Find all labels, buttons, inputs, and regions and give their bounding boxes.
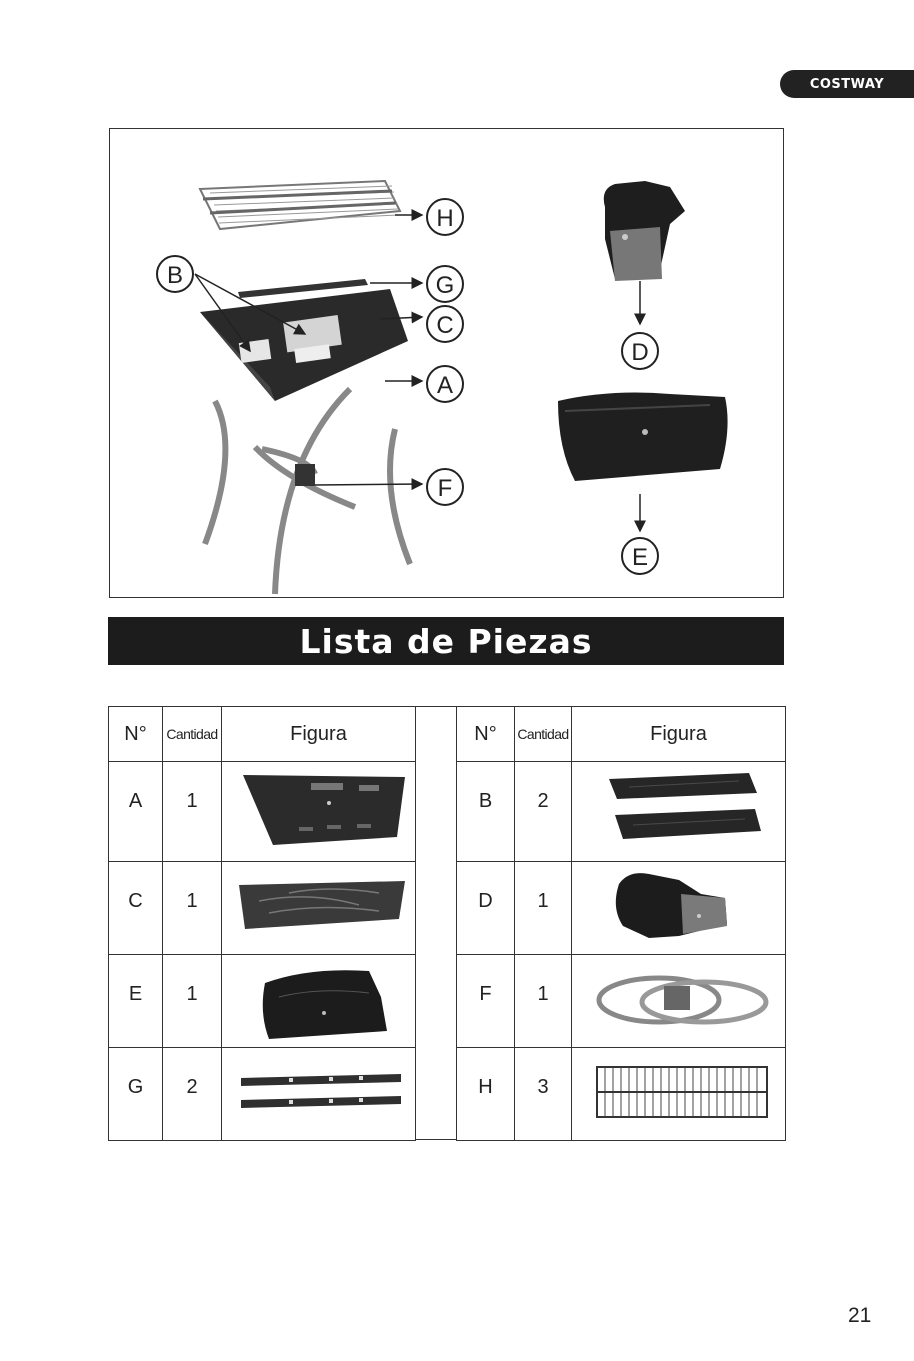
- storage-bag-illustration: [558, 393, 728, 481]
- part-figure: [222, 1048, 416, 1141]
- part-figure: [222, 955, 416, 1048]
- part-id: D: [457, 862, 515, 955]
- charcoal-tray-icon: [229, 871, 409, 941]
- grill-grate-illustration: [200, 181, 400, 229]
- header-figure: Figura: [572, 707, 786, 762]
- part-id: H: [457, 1048, 515, 1141]
- table-row: [109, 955, 416, 1048]
- gloves-icon: [589, 864, 769, 948]
- diagram-illustration: [110, 129, 785, 599]
- table-row: [109, 862, 416, 955]
- parts-table-left: [108, 706, 416, 1141]
- gloves-illustration: [604, 181, 685, 281]
- table-row: [109, 1048, 416, 1141]
- parts-table-right: [456, 706, 786, 1141]
- callout-g: G: [435, 272, 455, 299]
- section-title: Lista de Piezas: [299, 621, 593, 661]
- exploded-parts-diagram: [109, 128, 784, 598]
- header-number: N°: [457, 707, 515, 762]
- part-quantity: 1: [163, 862, 222, 955]
- brand-logo: [780, 70, 914, 98]
- part-quantity: 3: [515, 1048, 572, 1141]
- stand-illustration: [205, 389, 410, 594]
- table-row: [457, 762, 786, 862]
- brand-name: COSTWAY: [809, 76, 885, 92]
- part-id: G: [109, 1048, 163, 1141]
- callout-b: B: [166, 262, 184, 289]
- table-row: [457, 862, 786, 955]
- part-id: C: [109, 862, 163, 955]
- callout-f: F: [437, 475, 453, 502]
- part-quantity: 2: [515, 762, 572, 862]
- table-row: [457, 955, 786, 1048]
- part-id: F: [457, 955, 515, 1048]
- part-id: E: [109, 955, 163, 1048]
- grill-grate-icon: [579, 1057, 779, 1127]
- part-figure: [572, 1048, 786, 1141]
- folding-stand-icon: [584, 964, 774, 1034]
- callout-e: E: [631, 544, 649, 571]
- part-figure: [572, 862, 786, 955]
- table-header-row: [109, 707, 416, 762]
- part-quantity: 1: [515, 955, 572, 1048]
- fire-bowl-panel-icon: [229, 767, 409, 851]
- support-bar-icon: [229, 1062, 409, 1122]
- header-figure: Figura: [222, 707, 416, 762]
- callout-d: D: [631, 339, 649, 366]
- table-gap: [415, 706, 456, 1140]
- callout-h: H: [436, 205, 454, 232]
- storage-bag-icon: [229, 957, 409, 1041]
- part-figure: [572, 762, 786, 862]
- part-quantity: 1: [163, 955, 222, 1048]
- part-id: B: [457, 762, 515, 862]
- header-quantity: Cantidad: [515, 707, 572, 762]
- side-panel-icon: [589, 767, 769, 851]
- part-figure: [572, 955, 786, 1048]
- table-header-row: [457, 707, 786, 762]
- stand-hub-illustration: [295, 464, 315, 486]
- part-quantity: 1: [163, 762, 222, 862]
- callout-a: A: [436, 372, 454, 399]
- header-quantity: Cantidad: [163, 707, 222, 762]
- table-row: [109, 762, 416, 862]
- section-title-bar: [108, 617, 784, 665]
- fire-bowl-illustration: [200, 289, 408, 401]
- part-figure: [222, 762, 416, 862]
- part-figure: [222, 862, 416, 955]
- part-quantity: 2: [163, 1048, 222, 1141]
- header-number: N°: [109, 707, 163, 762]
- table-row: [457, 1048, 786, 1141]
- page-number: 21: [848, 1304, 872, 1327]
- callout-c: C: [436, 312, 454, 339]
- part-quantity: 1: [515, 862, 572, 955]
- part-id: A: [109, 762, 163, 862]
